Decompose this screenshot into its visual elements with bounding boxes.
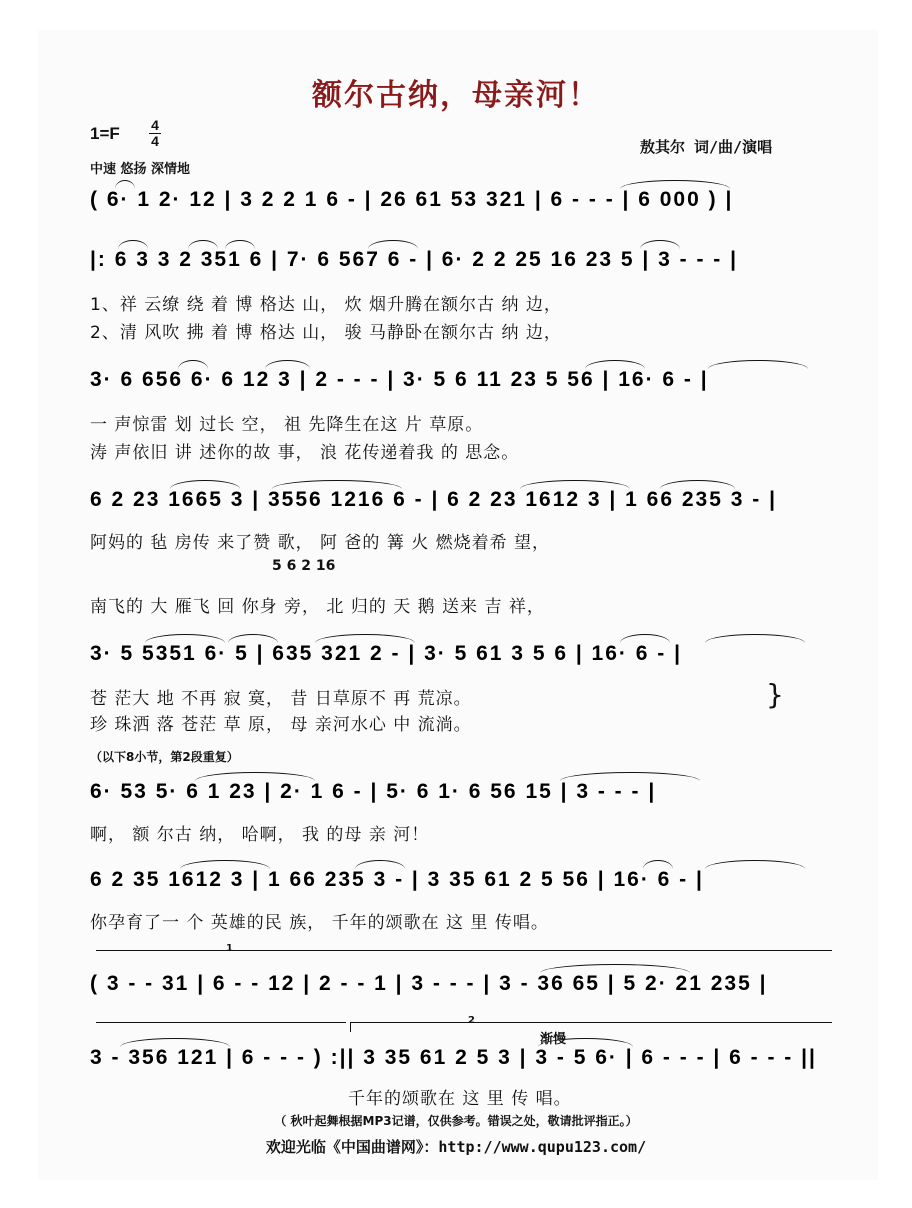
ritardando-marking: 渐慢 — [540, 1032, 567, 1047]
song-title: 额尔古纳，母亲河！ — [312, 78, 600, 113]
time-numerator: 4 — [151, 117, 159, 133]
transcription-footnote: （ 秋叶起舞根据MP3记谱，仅供参考。错误之处，敬请批评指正。） — [274, 1114, 638, 1128]
notation-row-6: 3· 5 5351 6· 5 | 635 321 2 - | 3· 5 61 3 5 6 | 16· 6 - | — [90, 642, 682, 665]
lyric-ending: 千年的颂歌在 这 里 传 唱。 — [348, 1089, 572, 1109]
verse-brace: } — [766, 678, 784, 711]
lyric-verse2-line2: 涛 声依旧 讲 述你的故 事， 浪 花传递着我 的 思念。 — [90, 443, 520, 463]
volta-2-number: 2 — [468, 1015, 475, 1026]
repeat-note-label: （以下8小节，第2段重复） — [90, 750, 239, 764]
time-signature — [146, 118, 164, 149]
alternate-notes: 5 6 2 16 — [272, 558, 336, 574]
notation-row-3: 3· 6 656 6· 6 12 3 | 2 - - - | 3· 5 6 11 23 5 56 | 16· 6 - | — [90, 368, 709, 391]
volta-1-number: 1 — [226, 943, 233, 954]
notation-row-interlude: ( 3 - - 31 | 6 - - 12 | 2 - - 1 | 3 - - - | 3 - 36 65 | 5 2· 21 235 | — [90, 972, 768, 995]
key-signature: 1=F — [90, 124, 120, 143]
lyric-verse2-line1: 2、清 风吹 拂 着 博 格达 山， 骏 马静卧在额尔古 纳 边， — [90, 323, 562, 343]
volta-2-hook — [350, 1022, 351, 1032]
tempo-marking: 中速 悠扬 深情地 — [90, 162, 191, 177]
lyric-verse2-line4: 珍 珠洒 落 苍茫 草 原， 母 亲河水心 中 流淌。 — [90, 715, 472, 735]
lyric-verse1-line1: 1、祥 云缭 绕 着 博 格达 山， 炊 烟升腾在额尔古 纳 边， — [90, 295, 562, 315]
notation-row-ending: 3 - 356 121 | 6 - - - ) :|| 3 35 61 2 5 3 | 3 - 5 6· | 6 - - - | 6 - - - || — [90, 1046, 817, 1069]
time-denominator: 4 — [151, 133, 159, 149]
notation-row-2: |: 6 3 3 2 351 6 | 7· 6 567 6 - | 6· 2 2 25 16 23 5 | 3 - - - | — [90, 248, 739, 271]
volta-2-line — [350, 1022, 832, 1023]
notation-row-8: 6 2 35 1612 3 | 1 66 235 3 - | 3 35 61 2 5 56 | 16· 6 - | — [90, 868, 704, 891]
volta-1-line — [96, 950, 832, 951]
website-banner[interactable]: 欢迎光临《中国曲谱网》：http://www.qupu123.com/ — [265, 1138, 647, 1156]
notation-row-7: 6· 53 5· 6 1 23 | 2· 1 6 - | 5· 6 1· 6 56 15 | 3 - - - | — [90, 780, 657, 803]
credits: 敖其尔 词/曲/演唱 — [640, 138, 773, 156]
lyric-verse1-line4: 苍 茫大 地 不再 寂 寞， 昔 日草原不 再 荒凉。 — [90, 689, 472, 709]
notation-row-4: 6 2 23 1665 3 | 3556 1216 6 - | 6 2 23 1612 3 | 1 66 235 3 - | — [90, 488, 777, 511]
lyric-verse1-line3: 阿妈的 毡 房传 来了赞 歌， 阿 爸的 篝 火 燃烧着希 望， — [90, 533, 551, 553]
volta-1-close-line — [96, 1022, 346, 1023]
lyric-verse1-line2: 一 声惊雷 划 过长 空， 祖 先降生在这 片 草原。 — [90, 415, 484, 435]
lyric-chorus-line1: 啊， 额 尔古 纳， 哈啊， 我 的母 亲 河！ — [90, 825, 430, 845]
lyric-verse2-line3: 南飞的 大 雁飞 回 你身 旁， 北 归的 天 鹅 送来 吉 祥， — [90, 597, 545, 617]
lyric-chorus-line2: 你孕育了一 个 英雄的民 族， 千年的颂歌在 这 里 传唱。 — [90, 913, 549, 933]
notation-row-intro: ( 6· 1 2· 12 | 3 2 2 1 6 - | 26 61 53 321 | 6 - - - | 6 000 ) | — [90, 188, 734, 211]
